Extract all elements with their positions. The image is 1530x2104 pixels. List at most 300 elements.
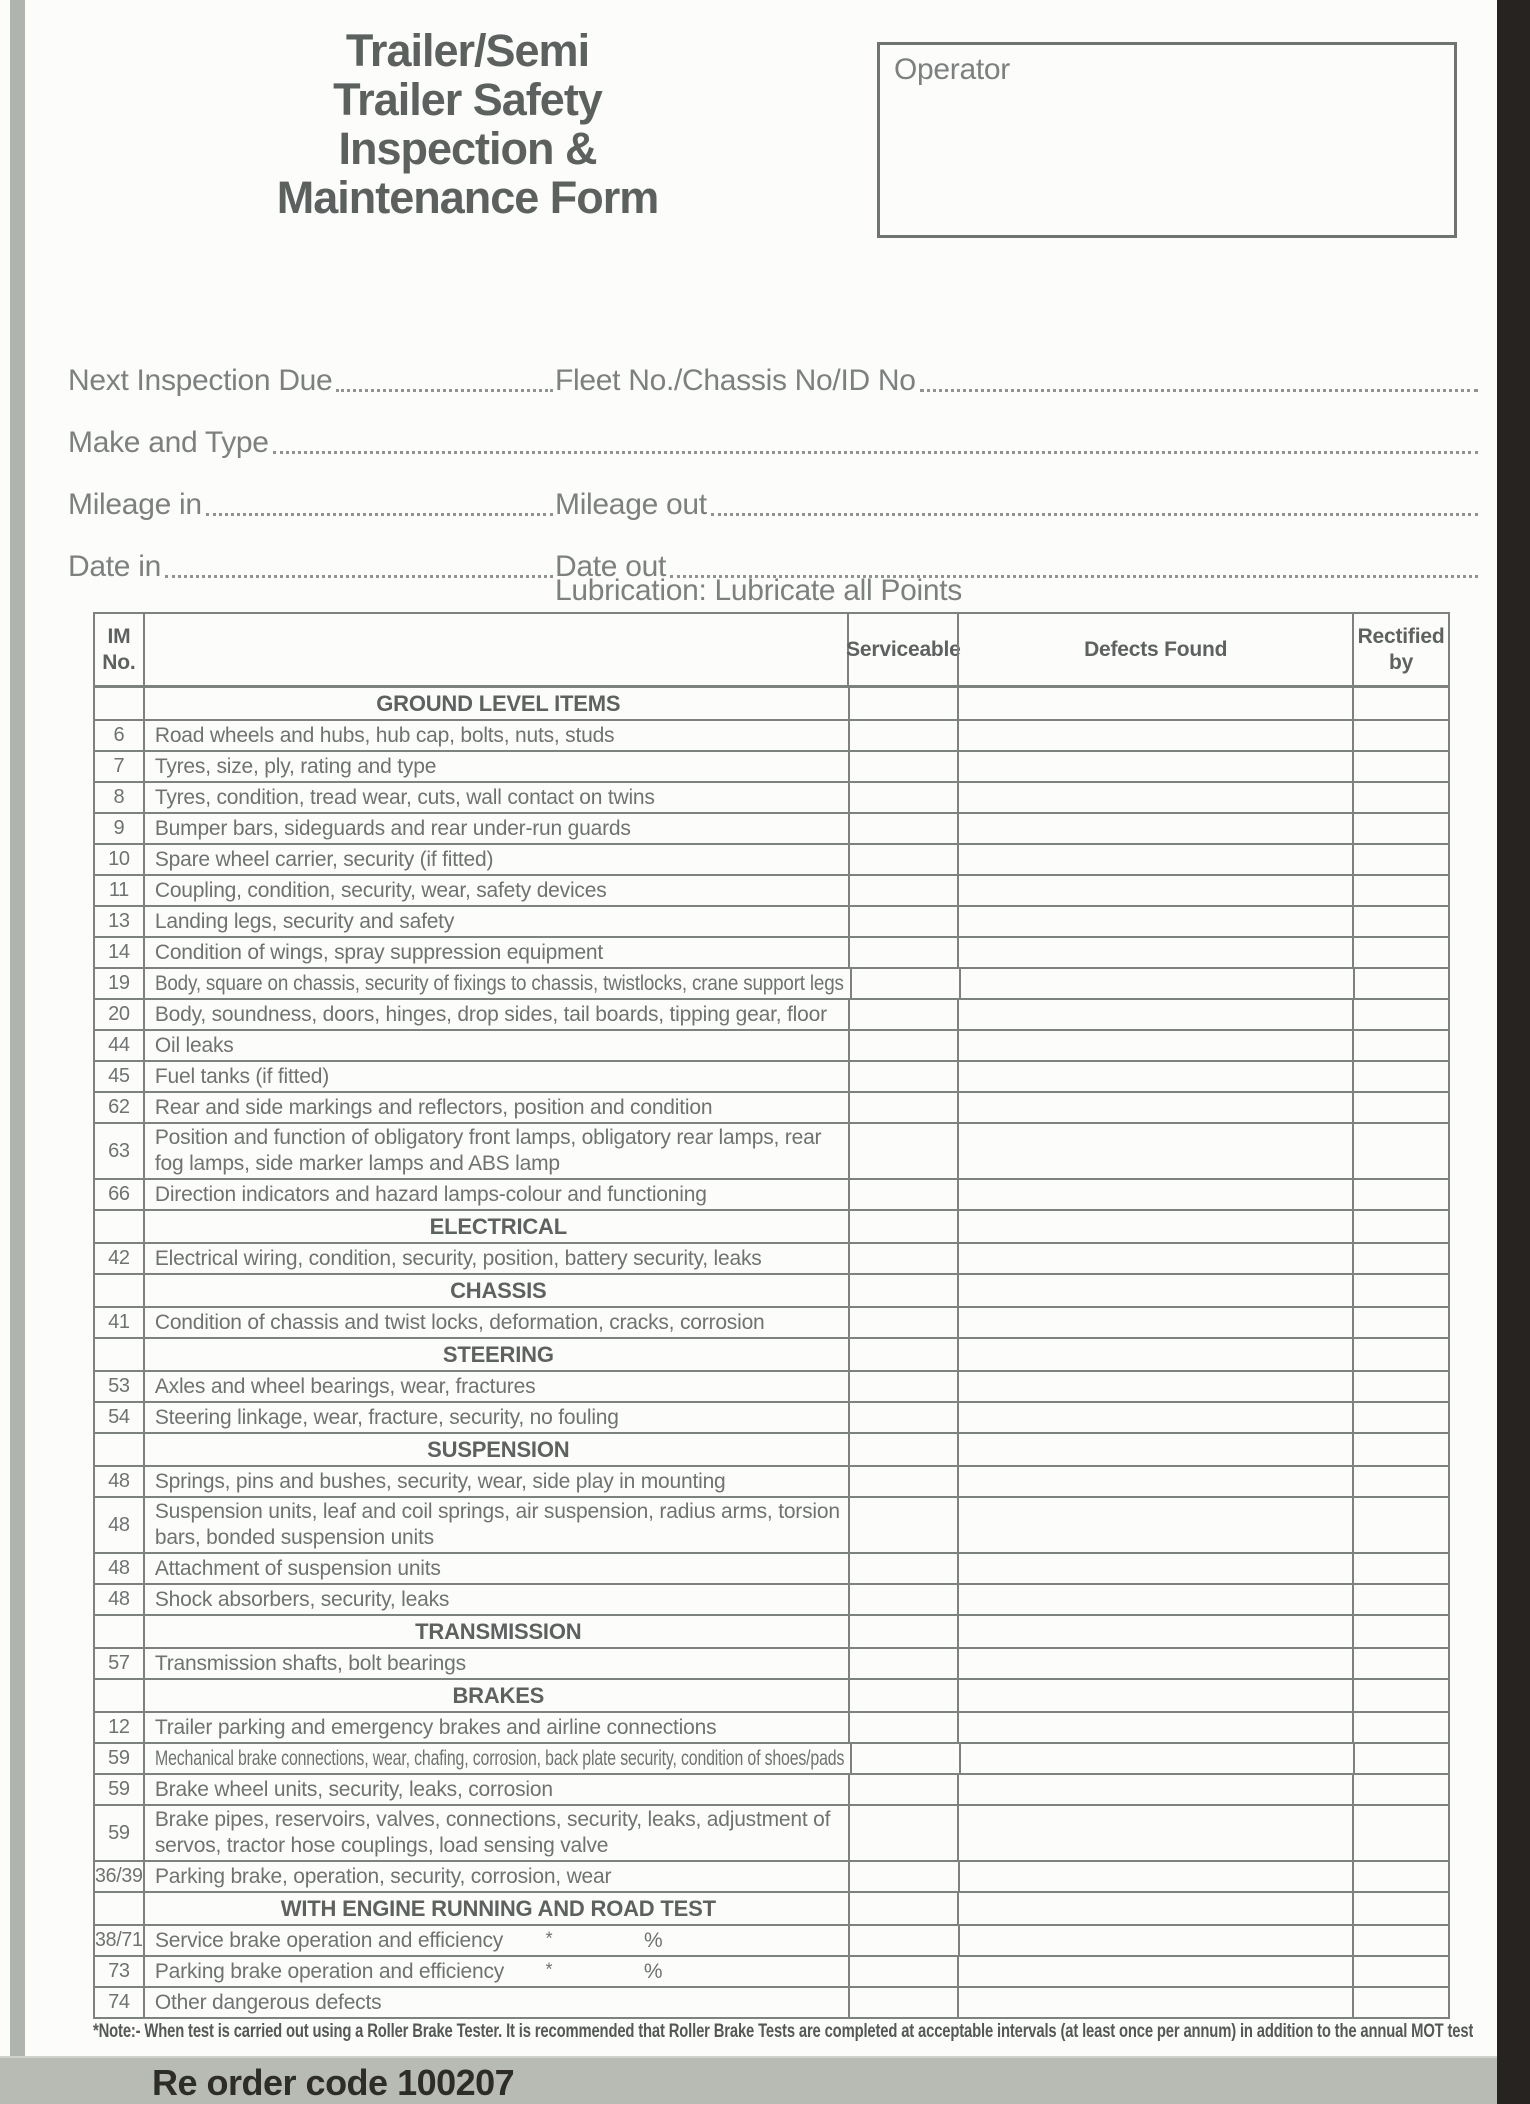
im-no: 54 (108, 1406, 130, 1428)
item-description-cell (143, 1244, 848, 1273)
defects-found-cell (957, 1680, 1352, 1711)
table-row (95, 1711, 1448, 1742)
im-no-cell (95, 688, 143, 719)
scan-background-bottom (0, 2056, 1497, 2104)
item-description: Bumper bars, sideguards and rear under-run guards (154, 816, 631, 840)
section-title: GROUND LEVEL ITEMS (376, 690, 621, 716)
section-row (95, 1209, 1448, 1242)
asterisk-mark: * (545, 1958, 553, 1979)
defects-found-cell (959, 969, 1352, 998)
rectified-by-cell (1352, 1616, 1448, 1647)
item-description: Body, soundness, doors, hinges, drop sides, tail boards, tipping gear, floor (154, 1002, 827, 1026)
serviceable-cell (850, 1744, 959, 1773)
item-description-cell (143, 1403, 848, 1432)
rectified-by-cell (1352, 1893, 1448, 1924)
serviceable-cell (848, 845, 958, 874)
defects-found-cell (957, 783, 1352, 812)
im-no-cell (95, 1713, 143, 1742)
im-no: 48 (108, 1557, 130, 1579)
rectified-by-cell (1352, 1372, 1448, 1401)
im-no-cell (95, 1403, 143, 1432)
item-description-cell (143, 814, 848, 843)
item-description: Parking brake operation and efficiency (154, 1959, 505, 1983)
item-description-cell (143, 783, 848, 812)
rectified-by-cell (1352, 1713, 1448, 1742)
dotted-fill-line (711, 513, 1478, 516)
rectified-by-cell (1353, 969, 1448, 998)
item-description-cell (143, 1957, 848, 1986)
scan-edge-left (10, 0, 25, 2104)
table-row (95, 1370, 1448, 1401)
section-title: BRAKES (452, 1682, 545, 1708)
dotted-fill-line (273, 451, 1478, 454)
field-row-inspection (68, 336, 1480, 398)
percent-mark: % (644, 1928, 663, 1952)
im-no: 8 (113, 786, 125, 808)
table-row (95, 1496, 1448, 1552)
defects-found-cell (957, 1554, 1352, 1583)
im-no-cell (95, 1862, 143, 1891)
item-description-cell (143, 907, 848, 936)
im-no-cell (95, 752, 143, 781)
item-description-cell (143, 845, 848, 874)
serviceable-cell (848, 1275, 958, 1306)
section-title: ELECTRICAL (429, 1213, 567, 1239)
defects-found-cell (957, 1211, 1352, 1242)
rectified-by-cell (1352, 1649, 1448, 1678)
item-description-cell (143, 1585, 848, 1614)
table-row (95, 1583, 1448, 1614)
im-no-cell (95, 845, 143, 874)
serviceable-cell (848, 1775, 958, 1804)
table-row (95, 967, 1448, 998)
rectified-by-cell (1352, 1585, 1448, 1614)
defects-found-cell (958, 1862, 1353, 1891)
section-title: CHASSIS (450, 1277, 547, 1303)
defects-found-cell (957, 1434, 1352, 1465)
im-no: 59 (108, 1747, 130, 1769)
item-description: Body, square on chassis, security of fixings to chassis, twistlocks, crane support legs (154, 971, 844, 995)
item-description: Suspension units, leaf and coil springs, air suspension, radius arms, torsion bars, bonded suspension units (154, 1499, 840, 1549)
defects-found-cell (957, 876, 1352, 905)
defects-found-cell (958, 1926, 1353, 1955)
im-no: 20 (108, 1003, 130, 1025)
item-description-cell (143, 876, 848, 905)
item-description-cell (143, 1124, 848, 1178)
table-row (95, 1742, 1448, 1773)
item-description: Mechanical brake connections, wear, chafing, corrosion, back plate security, condition of shoes/pads (154, 1746, 844, 1770)
serviceable-cell (848, 721, 958, 750)
rectified-by-cell (1352, 1680, 1448, 1711)
defects-found-cell (957, 1372, 1352, 1401)
section-row (95, 1337, 1448, 1370)
im-no-cell (95, 1031, 143, 1060)
im-no-cell (95, 1000, 143, 1029)
im-no: 13 (108, 910, 130, 932)
rectified-by-header: Rectified by (1352, 614, 1448, 685)
rectified-by-cell (1352, 1000, 1448, 1029)
item-description-cell (143, 1031, 848, 1060)
serviceable-cell (848, 1339, 958, 1370)
item-description: Coupling, condition, security, wear, safety devices (154, 878, 607, 902)
next-inspection-due-label: Next Inspection Due (68, 364, 333, 397)
table-row (95, 812, 1448, 843)
defects-found-cell (957, 1585, 1352, 1614)
table-row (95, 750, 1448, 781)
defects-found-cell (957, 1031, 1352, 1060)
serviceable-header: Serviceable (847, 614, 957, 685)
item-description-cell (143, 1554, 848, 1583)
item-description-cell (143, 1806, 848, 1860)
table-row (95, 1860, 1448, 1891)
rectified-by-cell (1352, 1862, 1448, 1891)
im-no-cell (95, 1680, 143, 1711)
section-title-cell (143, 1434, 848, 1465)
im-no: 41 (108, 1311, 130, 1333)
rectified-by-cell (1352, 1988, 1448, 2017)
item-description: Brake pipes, reservoirs, valves, connections, security, leaks, adjustment of servos, tractor hose couplings, load sensing valve (154, 1807, 831, 1857)
table-row (95, 1122, 1448, 1178)
rectified-by-cell (1352, 1498, 1448, 1552)
header-fields (68, 336, 1480, 607)
im-no-cell (95, 1093, 143, 1122)
rectified-by-cell (1352, 1180, 1448, 1209)
item-description: Springs, pins and bushes, security, wear, side play in mounting (154, 1469, 726, 1493)
serviceable-cell (848, 1498, 958, 1552)
table-row (95, 1924, 1448, 1955)
item-description: Brake wheel units, security, leaks, corrosion (154, 1777, 553, 1801)
im-no: 36/39 (94, 1865, 143, 1887)
rectified-by-cell (1352, 1031, 1448, 1060)
im-no-cell (95, 1554, 143, 1583)
item-description: Parking brake, operation, security, corrosion, wear (155, 1864, 612, 1888)
serviceable-cell (848, 1713, 958, 1742)
rectified-by-cell (1352, 1244, 1448, 1273)
serviceable-cell (848, 907, 958, 936)
item-description: Trailer parking and emergency brakes and airline connections (154, 1715, 717, 1739)
im-no: 6 (113, 724, 125, 746)
section-row (95, 1273, 1448, 1306)
serviceable-cell (848, 1308, 958, 1337)
serviceable-cell (848, 938, 958, 967)
table-header-row (95, 614, 1448, 686)
inspection-table-body (95, 686, 1448, 2017)
percent-mark: % (643, 1959, 663, 1983)
im-no: 45 (108, 1065, 130, 1087)
serviceable-cell (848, 1403, 958, 1432)
serviceable-cell (848, 1585, 958, 1614)
serviceable-cell (848, 1124, 958, 1178)
im-no-cell (95, 1957, 143, 1986)
rectified-by-cell (1352, 1339, 1448, 1370)
rectified-by-cell (1352, 1554, 1448, 1583)
section-title-cell (143, 1616, 848, 1647)
section-title-cell (143, 688, 848, 719)
item-description: Service brake operation and efficiency (155, 1928, 504, 1952)
im-no: 48 (108, 1470, 130, 1492)
im-no-header: IM No. (102, 625, 136, 674)
rectified-by-cell (1352, 1806, 1448, 1860)
section-title-cell (143, 1680, 848, 1711)
lubrication-note: Lubrication: Lubricate all Points (555, 574, 963, 607)
section-row (95, 1614, 1448, 1647)
serviceable-cell (848, 1680, 958, 1711)
table-row (95, 1060, 1448, 1091)
defects-found-cell (957, 752, 1352, 781)
table-row (95, 1804, 1448, 1860)
title-line: Maintenance Form (276, 172, 659, 224)
im-no: 62 (108, 1096, 130, 1118)
field-row-mileage (68, 460, 1480, 522)
rectified-by-cell (1352, 1308, 1448, 1337)
item-description: Road wheels and hubs, hub cap, bolts, nuts, studs (154, 723, 615, 747)
serviceable-cell (848, 1806, 958, 1860)
defects-found-cell (957, 938, 1352, 967)
rectified-by-cell (1352, 1926, 1448, 1955)
im-no-cell (95, 1434, 143, 1465)
defects-found-cell (957, 1403, 1352, 1432)
date-out-label: Date out (555, 550, 667, 583)
im-no-cell (95, 1180, 143, 1209)
item-description: Condition of wings, spray suppression equipment (154, 940, 604, 964)
table-row (95, 874, 1448, 905)
section-title: STEERING (442, 1341, 554, 1367)
dotted-fill-line (206, 513, 553, 516)
serviceable-cell (848, 1244, 958, 1273)
rectified-by-cell (1352, 1467, 1448, 1496)
defects-found-cell (957, 1124, 1352, 1178)
section-title: SUSPENSION (427, 1436, 570, 1462)
table-row (95, 1306, 1448, 1337)
section-title-cell (143, 1339, 848, 1370)
serviceable-cell (848, 1616, 958, 1647)
serviceable-cell (848, 1180, 958, 1209)
im-no: 48 (108, 1513, 130, 1536)
item-description-cell (143, 1308, 848, 1337)
section-title-cell (143, 1211, 848, 1242)
table-row (95, 1401, 1448, 1432)
item-description-cell (143, 1988, 848, 2017)
rectified-by-cell (1352, 688, 1448, 719)
section-row (95, 1678, 1448, 1711)
table-row (95, 905, 1448, 936)
im-no-cell (95, 1339, 143, 1370)
table-row (95, 1465, 1448, 1496)
serviceable-cell (848, 1031, 958, 1060)
serviceable-cell (848, 783, 958, 812)
item-description-cell (143, 969, 850, 998)
rectified-by-cell (1352, 938, 1448, 967)
im-no: 9 (113, 817, 125, 839)
table-row (95, 1178, 1448, 1209)
serviceable-cell (848, 1093, 958, 1122)
defects-found-cell (957, 721, 1352, 750)
im-no-cell (95, 814, 143, 843)
im-no-cell (95, 1585, 143, 1614)
im-no-cell (95, 907, 143, 936)
im-no-cell (95, 1275, 143, 1306)
im-no-cell (95, 783, 143, 812)
table-row (95, 719, 1448, 750)
serviceable-cell (848, 1957, 958, 1986)
operator-label: Operator (894, 53, 1010, 86)
im-no: 66 (108, 1183, 130, 1205)
serviceable-cell (848, 1554, 958, 1583)
im-no: 73 (108, 1960, 130, 1982)
defects-found-cell (957, 1775, 1352, 1804)
im-no: 7 (113, 755, 125, 777)
im-no-cell (95, 1649, 143, 1678)
im-no: 38/71 (94, 1929, 143, 1951)
im-no: 42 (108, 1247, 130, 1269)
im-no: 63 (108, 1139, 130, 1162)
serviceable-cell (848, 1000, 958, 1029)
table-row (95, 1773, 1448, 1804)
item-description: Rear and side markings and reflectors, position and condition (154, 1095, 713, 1119)
mileage-out-label: Mileage out (555, 488, 707, 521)
section-title-cell (143, 1893, 848, 1924)
item-description-cell (143, 1926, 848, 1955)
im-no-cell (95, 1244, 143, 1273)
item-description-cell (143, 1180, 848, 1209)
rectified-by-cell (1352, 907, 1448, 936)
im-no-cell (95, 1124, 143, 1178)
title-line: Inspection & (338, 123, 597, 175)
item-description: Tyres, size, ply, rating and type (154, 754, 437, 778)
defects-found-header: Defects Found (957, 614, 1352, 685)
section-title-cell (143, 1275, 848, 1306)
im-no-cell (95, 876, 143, 905)
section-row (95, 1891, 1448, 1924)
rectified-by-cell (1352, 721, 1448, 750)
date-in-label: Date in (68, 550, 161, 583)
item-description: Oil leaks (154, 1033, 234, 1057)
item-description-cell (143, 1775, 848, 1804)
item-description-cell (143, 938, 848, 967)
defects-found-cell (957, 1713, 1352, 1742)
item-description: Tyres, condition, tread wear, cuts, wall contact on twins (154, 785, 655, 809)
defects-found-cell (957, 1806, 1352, 1860)
inspection-table (93, 612, 1450, 2019)
serviceable-cell (848, 876, 958, 905)
im-no: 59 (108, 1821, 130, 1844)
rectified-by-cell (1352, 1093, 1448, 1122)
im-no: 57 (108, 1652, 130, 1674)
defects-found-cell (957, 1062, 1352, 1091)
table-row (95, 936, 1448, 967)
defects-found-cell (957, 907, 1352, 936)
rectified-by-cell (1352, 1775, 1448, 1804)
im-no: 11 (108, 879, 130, 901)
serviceable-cell (848, 1988, 958, 2017)
section-title: TRANSMISSION (415, 1618, 582, 1644)
defects-found-cell (957, 1467, 1352, 1496)
defects-found-cell (957, 688, 1352, 719)
im-no-cell (95, 938, 143, 967)
item-description-cell (143, 1000, 848, 1029)
im-no-cell (95, 1211, 143, 1242)
defects-found-cell (957, 1244, 1352, 1273)
defects-found-cell (957, 1275, 1352, 1306)
asterisk-mark: * (545, 1927, 553, 1948)
title-line: Trailer/Semi (345, 25, 590, 76)
rectified-by-cell (1352, 1062, 1448, 1091)
rectified-by-cell (1352, 1275, 1448, 1306)
rectified-by-cell (1352, 1403, 1448, 1432)
mileage-in-label: Mileage in (68, 488, 202, 521)
im-no-cell (95, 1616, 143, 1647)
defects-found-cell (957, 814, 1352, 843)
im-no: 53 (108, 1375, 130, 1397)
item-description: Transmission shafts, bolt bearings (154, 1651, 466, 1675)
serviceable-cell (848, 1649, 958, 1678)
item-description-cell (143, 1372, 848, 1401)
table-row (95, 998, 1448, 1029)
im-no-cell (95, 1308, 143, 1337)
im-no: 48 (108, 1588, 130, 1610)
im-no-cell (95, 1372, 143, 1401)
serviceable-cell (848, 1926, 958, 1955)
rectified-by-cell (1352, 1211, 1448, 1242)
defects-found-cell (957, 1308, 1352, 1337)
defects-found-cell (957, 1957, 1352, 1986)
defects-found-cell (957, 1649, 1352, 1678)
rectified-by-cell (1352, 845, 1448, 874)
rectified-by-cell (1352, 814, 1448, 843)
defects-found-cell (957, 1180, 1352, 1209)
item-description-cell (143, 1498, 848, 1552)
fleet-no-label: Fleet No./Chassis No/ID No (555, 364, 916, 397)
table-row (95, 1242, 1448, 1273)
item-description: Electrical wiring, condition, security, position, battery security, leaks (154, 1246, 762, 1270)
im-no-cell (95, 721, 143, 750)
serviceable-cell (848, 1372, 958, 1401)
dotted-fill-line (165, 575, 553, 578)
table-row (95, 1091, 1448, 1122)
im-no-cell (95, 1744, 143, 1773)
im-no-cell (95, 1467, 143, 1496)
im-no: 10 (108, 848, 130, 870)
footnote-text: *Note:- When test is carried out using a Roller Brake Tester. It is recommended that Roller Brake Tests are completed at acceptable intervals (at least once per annum) in addition to the annual MOT test (93, 2020, 1473, 2042)
defects-found-cell (957, 1093, 1352, 1122)
item-description-cell (143, 752, 848, 781)
serviceable-cell (848, 1467, 958, 1496)
serviceable-cell (848, 1434, 958, 1465)
serviceable-cell (850, 969, 959, 998)
item-description: Spare wheel carrier, security (if fitted) (154, 847, 494, 871)
form-title (235, 26, 700, 222)
rectified-by-cell (1352, 783, 1448, 812)
serviceable-cell (848, 688, 958, 719)
table-row (95, 1647, 1448, 1678)
item-description: Attachment of suspension units (154, 1556, 441, 1580)
scan-edge-right (1497, 0, 1530, 2104)
im-no: 59 (108, 1778, 130, 1800)
defects-found-cell (957, 1988, 1352, 2017)
field-row-make-type (68, 398, 1480, 460)
im-no: 14 (108, 941, 130, 963)
table-row (95, 1955, 1448, 1986)
rectified-by-cell (1352, 1124, 1448, 1178)
make-and-type-label: Make and Type (68, 426, 269, 459)
defects-found-cell (957, 845, 1352, 874)
rectified-by-cell (1353, 1744, 1448, 1773)
defects-found-cell (957, 1339, 1352, 1370)
item-description-cell (143, 1093, 848, 1122)
im-no: 44 (108, 1034, 130, 1056)
defects-found-cell (957, 1893, 1352, 1924)
rectified-by-cell (1352, 1957, 1448, 1986)
